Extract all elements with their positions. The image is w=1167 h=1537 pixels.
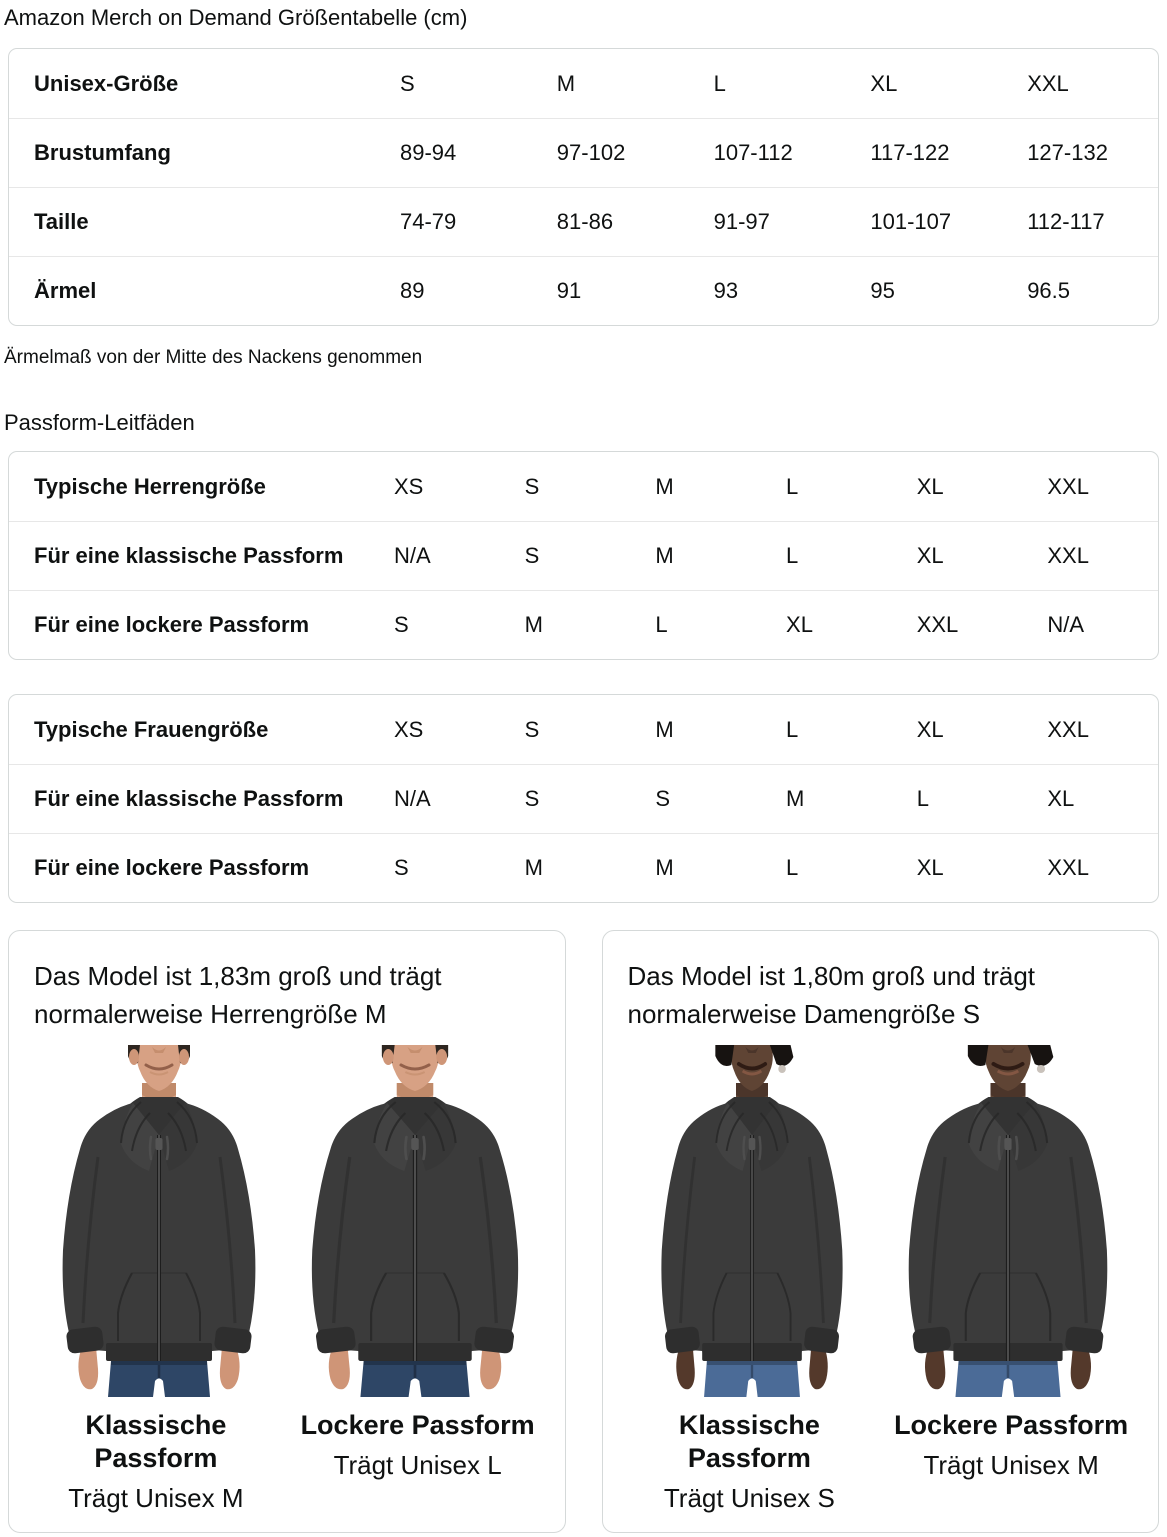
row-label: Für eine lockere Passform (34, 855, 310, 880)
row-label: Taille (34, 209, 89, 234)
mens-fit-table (8, 451, 1159, 660)
table-row (9, 590, 1158, 659)
table-row (9, 452, 1158, 521)
size-cell: XL (786, 612, 813, 637)
model-photo-women-loose-image (883, 1045, 1133, 1397)
fit-label: Klassische Passform (678, 1410, 820, 1473)
size-cell: XXL (1027, 70, 1069, 96)
size-cell: 96.5 (1027, 278, 1071, 303)
sleeve-note: Ärmelmaß von der Mitte des Nackens genommen (4, 347, 423, 368)
size-cell: XXL (1047, 716, 1089, 742)
caption-classic-fit (619, 1409, 881, 1514)
size-cell: 74-79 (400, 209, 457, 234)
page-title: Amazon Merch on Demand Größentabelle (cm) (4, 5, 468, 30)
size-cell: 91-97 (713, 209, 770, 234)
row-label: Ärmel (34, 278, 97, 303)
size-cell: 127-132 (1027, 140, 1108, 165)
size-cell: 91 (556, 278, 582, 303)
size-cell: 112-117 (1027, 209, 1105, 234)
table-row (9, 118, 1158, 187)
size-cell: L (655, 612, 668, 637)
size-cell: L (786, 473, 799, 499)
size-cell: XL (916, 473, 944, 499)
size-chart-page (0, 5, 1167, 1537)
size-cell: L (786, 543, 799, 568)
size-cell: S (394, 855, 409, 880)
size-cell: L (786, 716, 799, 742)
fit-label: Lockere Passform (894, 1410, 1129, 1440)
size-cell: M (556, 70, 576, 96)
size-cell: 89-94 (400, 140, 457, 165)
table-row (9, 187, 1158, 256)
size-cell: S (400, 70, 415, 96)
size-cell: XXL (1047, 543, 1089, 568)
caption-loose-fit (287, 1409, 549, 1514)
caption-row (619, 1409, 1143, 1514)
size-cell: L (916, 786, 929, 811)
size-table (8, 48, 1159, 326)
caption-loose-fit (880, 1409, 1142, 1514)
size-cell: XL (870, 70, 898, 96)
size-cell: 107-112 (713, 140, 793, 165)
size-cell: 81-86 (556, 209, 614, 234)
size-cell: S (394, 612, 409, 637)
size-cell: XXL (1047, 473, 1089, 499)
row-label: Brustumfang (34, 140, 171, 165)
size-label: Trägt Unisex M (923, 1450, 1099, 1480)
size-cell: XS (394, 473, 424, 499)
size-cell: M (524, 855, 543, 880)
caption-classic-fit (25, 1409, 287, 1514)
size-cell: L (713, 70, 726, 96)
fit-label: Klassische Passform (85, 1410, 227, 1473)
size-cell: S (524, 786, 540, 811)
size-cell: M (524, 612, 543, 637)
size-cell: L (786, 855, 799, 880)
size-cell: S (655, 786, 671, 811)
model-card-men (8, 930, 566, 1533)
size-cell: XS (394, 716, 424, 742)
size-cell: 117-122 (870, 140, 950, 165)
photo-row (619, 1045, 1143, 1397)
row-label: Typische Herrengröße (34, 473, 266, 499)
table-row (9, 764, 1158, 833)
size-cell: XXL (916, 612, 959, 637)
womens-fit-table (8, 694, 1159, 903)
size-cell: XL (916, 543, 944, 568)
size-cell: S (524, 473, 540, 499)
size-cell: M (655, 543, 674, 568)
model-photo-women-classic-image (627, 1045, 877, 1397)
table-row (9, 256, 1158, 325)
row-label: Unisex-Größe (34, 70, 179, 96)
fit-guides-heading: Passform-Leitfäden (4, 410, 195, 435)
photo-row (25, 1045, 549, 1397)
row-label: Typische Frauengröße (34, 716, 269, 742)
model-card-women (602, 930, 1160, 1533)
size-cell: 89 (400, 278, 425, 303)
table-row (9, 833, 1158, 902)
model-description: Das Model ist 1,83m groß und trägt normalerweise Herrengröße M (34, 961, 442, 1029)
caption-row (25, 1409, 549, 1514)
size-cell: M (655, 716, 674, 742)
model-description: Das Model ist 1,80m groß und trägt normalerweise Damengröße S (627, 961, 1036, 1029)
size-cell: 95 (870, 278, 895, 303)
size-cell: N/A (394, 786, 431, 811)
size-cell: N/A (1047, 612, 1085, 637)
size-cell: M (786, 786, 805, 811)
row-label: Für eine lockere Passform (34, 612, 310, 637)
model-cards (8, 930, 1159, 1533)
size-cell: M (655, 855, 674, 880)
size-label: Trägt Unisex M (68, 1483, 244, 1513)
model-photo-men-loose-image (290, 1045, 540, 1397)
size-cell: 93 (713, 278, 739, 303)
size-label: Trägt Unisex L (333, 1450, 502, 1480)
fit-label: Lockere Passform (300, 1410, 535, 1440)
model-photo-men-classic-image (34, 1045, 284, 1397)
size-cell: XL (1047, 786, 1075, 811)
row-label: Für eine klassische Passform (34, 543, 344, 568)
size-cell: S (524, 543, 540, 568)
size-cell: 101-107 (870, 209, 952, 234)
table-row (9, 521, 1158, 590)
row-label: Für eine klassische Passform (34, 786, 344, 811)
size-cell: M (655, 473, 674, 499)
size-cell: N/A (394, 543, 431, 568)
size-label: Trägt Unisex S (663, 1483, 835, 1513)
table-row (9, 695, 1158, 764)
size-cell: S (524, 716, 540, 742)
table-row (9, 49, 1158, 118)
size-cell: XL (916, 716, 944, 742)
size-cell: 97-102 (556, 140, 626, 165)
size-cell: XXL (1047, 855, 1089, 880)
size-cell: XL (916, 855, 944, 880)
